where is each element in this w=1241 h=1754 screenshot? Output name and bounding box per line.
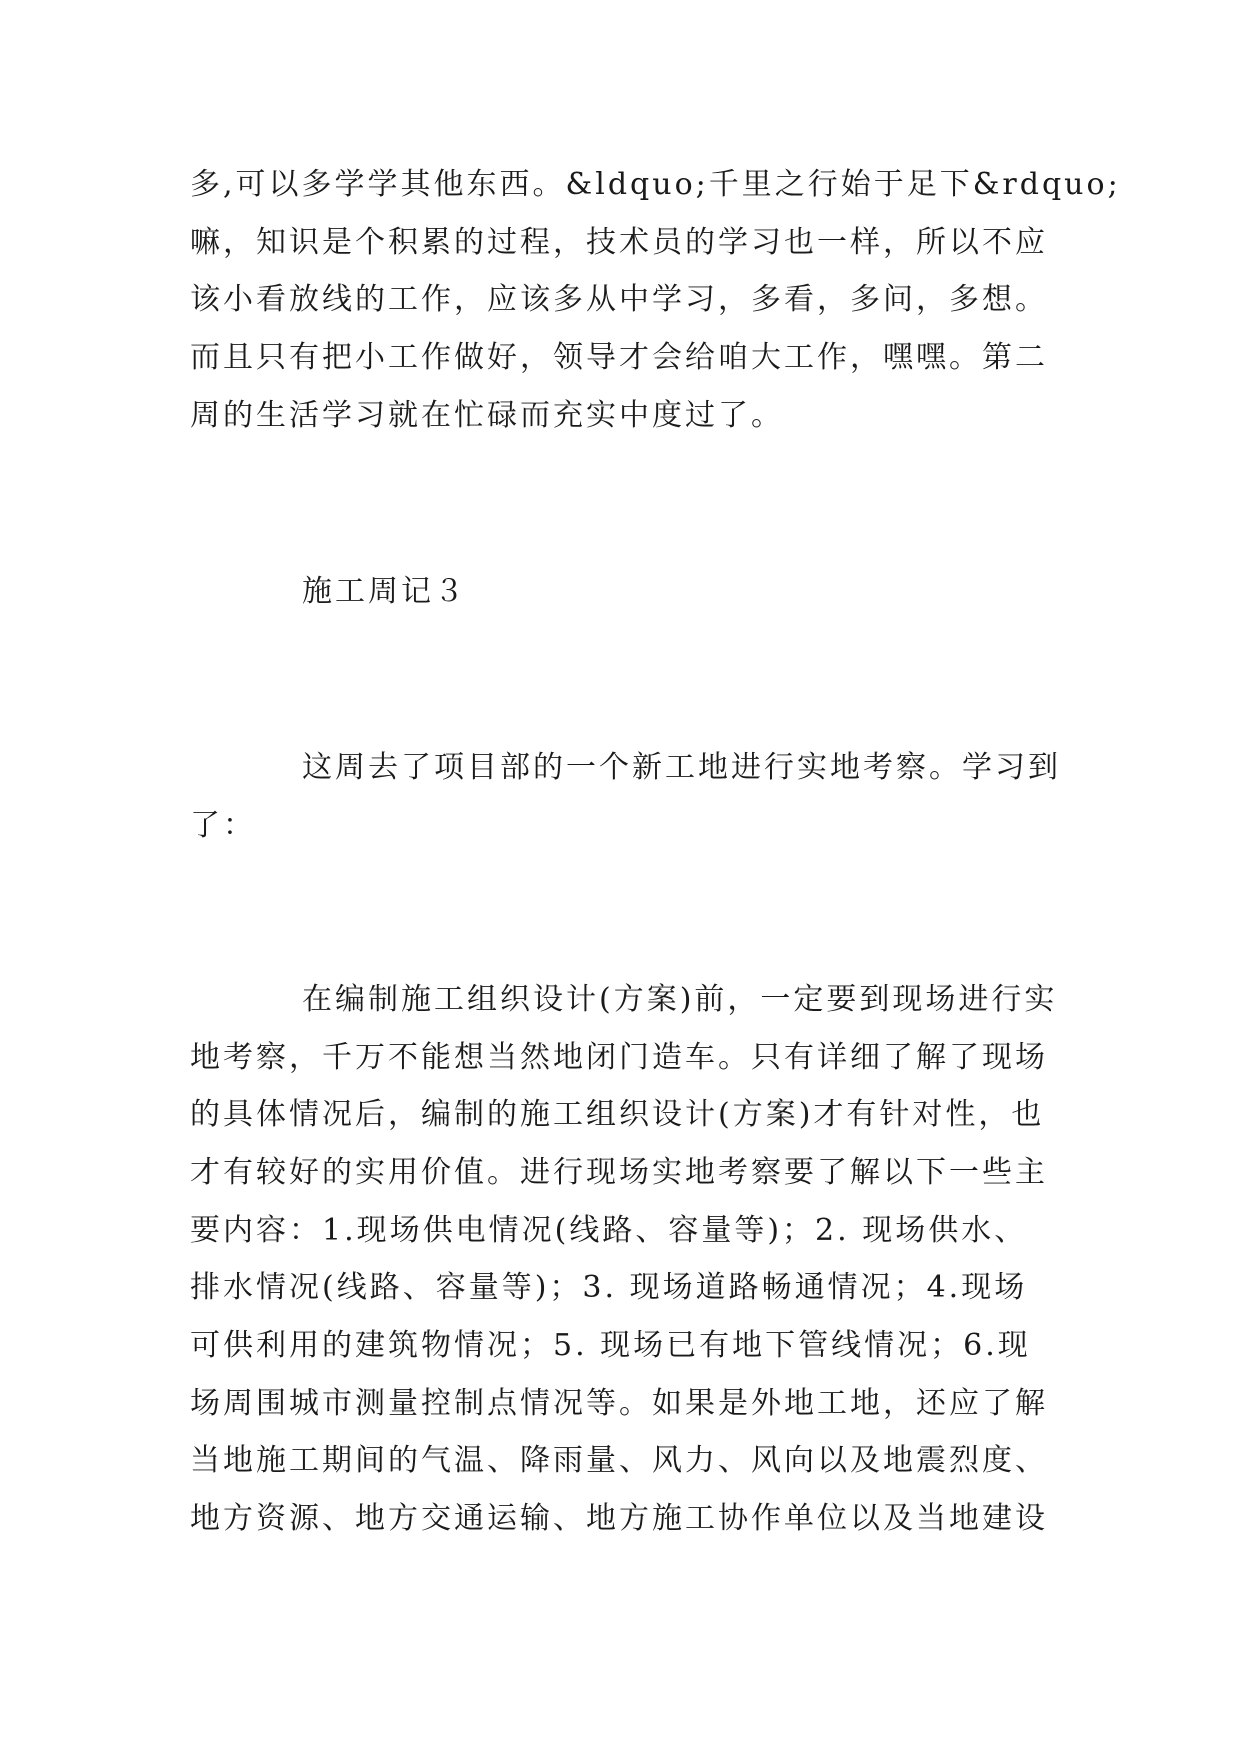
paragraph-line: 这周去了项目部的一个新工地进行实地考察。学习到 [302,750,1061,785]
paragraph-line: 该小看放线的工作，应该多从中学习，多看，多问，多想。 [190,282,1048,317]
paragraph-line: 多,可以多学学其他东西。&ldquo;千里之行始于足下&rdquo; [190,167,1121,202]
paragraph-line: 了： [190,808,256,843]
paragraph-line: 才有较好的实用价值。进行现场实地考察要了解以下一些主 [190,1155,1048,1190]
paragraph-line: 可供利用的建筑物情况；5. 现场已有地下管线情况；6.现 [190,1328,1031,1363]
paragraph-line: 当地施工期间的气温、降雨量、风力、风向以及地震烈度、 [190,1443,1048,1478]
paragraph-line: 要内容：1.现场供电情况(线路、容量等)；2. 现场供水、 [190,1213,1028,1248]
paragraph-line: 地方资源、地方交通运输、地方施工协作单位以及当地建设 [190,1501,1048,1536]
paragraph-line: 嘛，知识是个积累的过程，技术员的学习也一样，所以不应 [190,225,1048,260]
paragraph-line: 的具体情况后，编制的施工组织设计(方案)才有针对性，也 [190,1097,1045,1132]
paragraph-line: 排水情况(线路、容量等)；3. 现场道路畅通情况；4.现场 [190,1270,1028,1305]
section-heading: 施工周记３ [302,574,467,609]
paragraph-line: 周的生活学习就在忙碌而充实中度过了。 [190,398,784,433]
paragraph-line: 在编制施工组织设计(方案)前，一定要到现场进行实 [302,982,1058,1017]
paragraph-line: 场周围城市测量控制点情况等。如果是外地工地，还应了解 [190,1386,1048,1421]
paragraph-line: 地考察，千万不能想当然地闭门造车。只有详细了解了现场 [190,1040,1048,1075]
paragraph-line: 而且只有把小工作做好，领导才会给咱大工作，嘿嘿。第二 [190,340,1048,375]
